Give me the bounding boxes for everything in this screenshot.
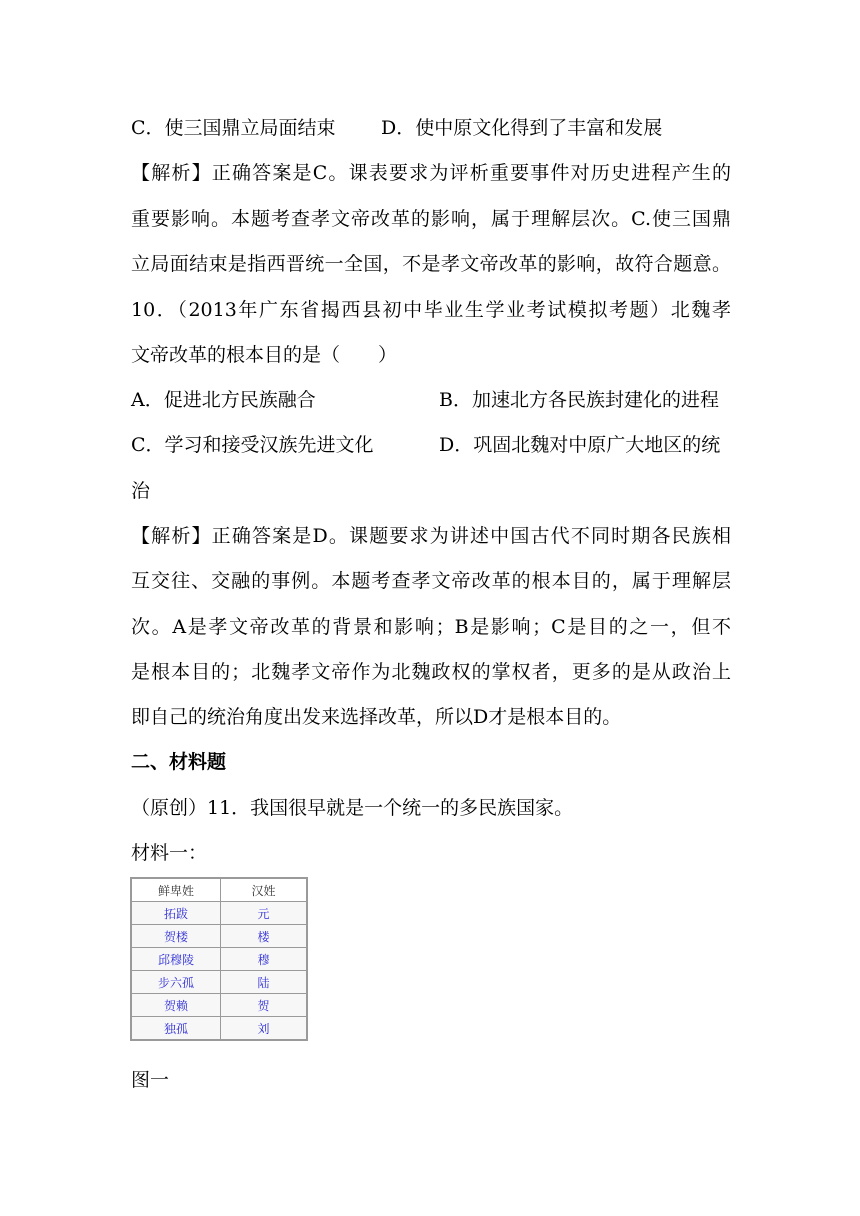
q10-option-d-continued: 治 <box>131 480 151 502</box>
table-row <box>132 925 307 948</box>
q10-stem-line-1: 10．（2013年广东省揭西县初中毕业生学业考试模拟考题）北魏孝 <box>131 299 731 321</box>
han-surname: 穆 <box>221 948 307 971</box>
han-surname: 元 <box>221 902 307 925</box>
han-surname: 刘 <box>221 1017 307 1040</box>
q9-option-d: D．使中原文化得到了丰富和发展 <box>381 117 663 139</box>
q11-stem: （原创）11．我国很早就是一个统一的多民族国家。 <box>131 797 574 819</box>
q10-analysis-line-1: 【解析】正确答案是D。课题要求为讲述中国古代不同时期各民族相 <box>131 525 731 547</box>
section-heading: 二、材料题 <box>131 751 227 773</box>
q9-analysis-line-1: 【解析】正确答案是C。课表要求为评析重要事件对历史进程产生的 <box>131 162 731 184</box>
xianbei-surname: 拓跋 <box>132 902 221 925</box>
xianbei-surname: 贺楼 <box>132 925 221 948</box>
table-row <box>132 994 307 1017</box>
han-surname: 贺 <box>221 994 307 1017</box>
han-surname: 陆 <box>221 971 307 994</box>
q10-option-b: B．加速北方各民族封建化的进程 <box>439 389 719 411</box>
material-label: 材料一： <box>131 842 208 864</box>
header-xianbei: 鲜卑姓 <box>132 879 221 902</box>
table-row <box>132 1017 307 1040</box>
table-row <box>132 971 307 994</box>
xianbei-surname: 步六孤 <box>132 971 221 994</box>
header-han: 汉姓 <box>221 879 307 902</box>
q10-option-c: C．学习和接受汉族先进文化 <box>131 434 374 456</box>
q9-option-c: C．使三国鼎立局面结束 <box>131 117 336 139</box>
q10-analysis-line-3: 次。A是孝文帝改革的背景和影响；B是影响；C是目的之一，但不 <box>131 616 731 638</box>
han-surname: 楼 <box>221 925 307 948</box>
q9-analysis-line-3: 立局面结束是指西晋统一全国，不是孝文帝改革的影响，故符合题意。 <box>131 253 731 275</box>
table-row <box>132 902 307 925</box>
q10-option-a: A．促进北方民族融合 <box>131 389 316 411</box>
q10-stem-line-2: 文帝改革的根本目的是（ ） <box>131 344 398 366</box>
q9-analysis-line-2: 重要影响。本题考查孝文帝改革的影响，属于理解层次。C.使三国鼎 <box>131 208 731 230</box>
xianbei-surname: 邱穆陵 <box>132 948 221 971</box>
q10-analysis-line-5: 即自己的统治角度出发来选择改革，所以D才是根本目的。 <box>131 706 622 728</box>
q10-analysis-line-4: 是根本目的；北魏孝文帝作为北魏政权的掌权者，更多的是从政治上 <box>131 661 731 683</box>
surname-table <box>131 878 307 1040</box>
table-header-row <box>132 879 307 902</box>
xianbei-surname: 独孤 <box>132 1017 221 1040</box>
q10-option-d: D．巩固北魏对中原广大地区的统 <box>439 434 721 456</box>
xianbei-surname: 贺赖 <box>132 994 221 1017</box>
figure-caption: 图一 <box>131 1069 170 1091</box>
q10-analysis-line-2: 互交往、交融的事例。本题考查孝文帝改革的根本目的，属于理解层 <box>131 570 731 592</box>
table-row <box>132 948 307 971</box>
